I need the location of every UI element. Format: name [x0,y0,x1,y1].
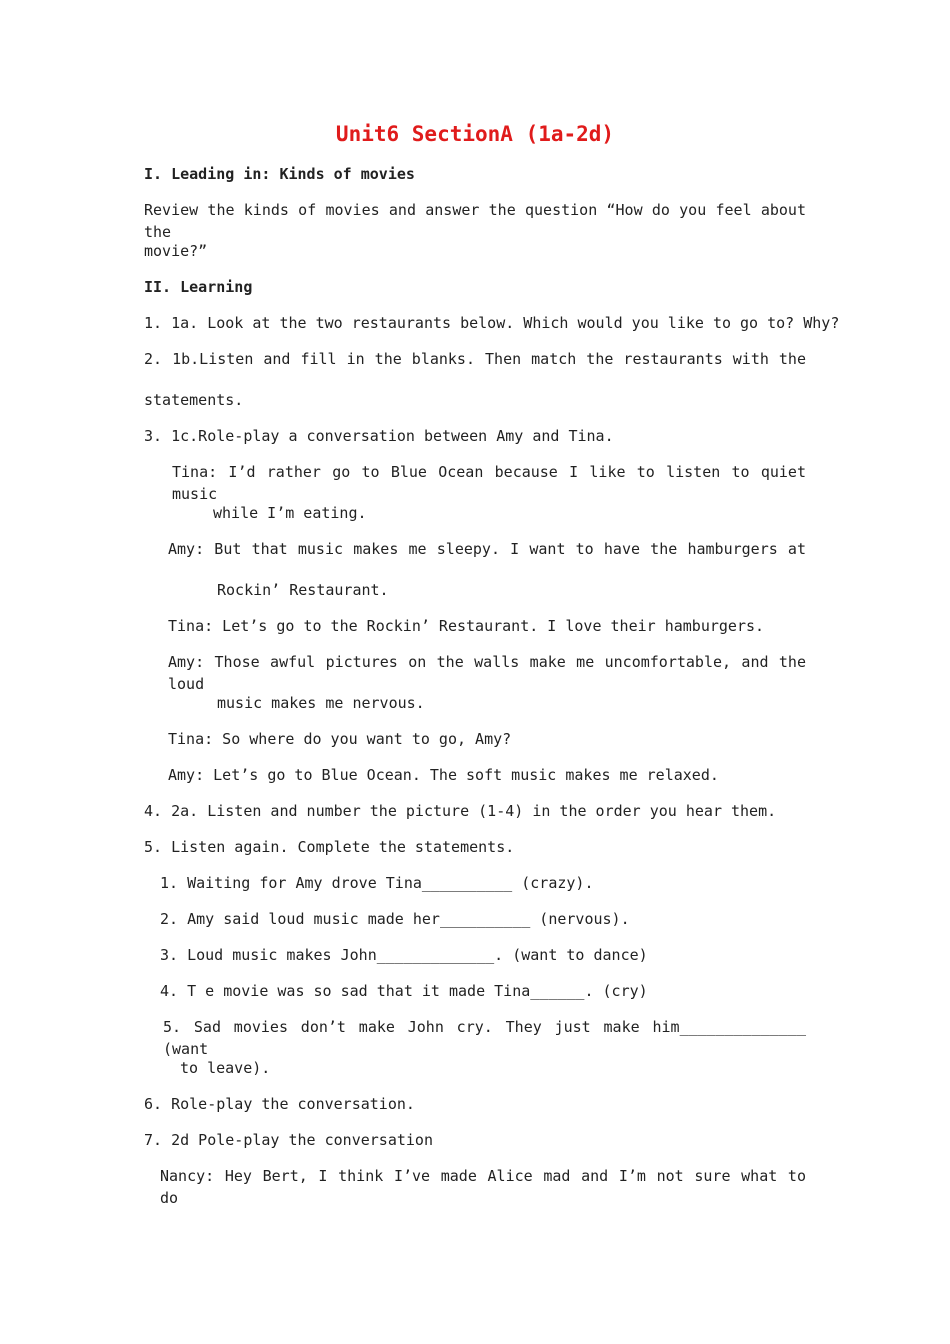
list-item: 2. 1b.Listen and fill in the blanks. Then match the restaurants with the [144,350,806,368]
dialogue-line: while I’m eating. [213,504,367,522]
list-item: 5. Listen again. Complete the statements. [144,838,515,856]
list-item: 1. 1a. Look at the two restaurants below. Which would you like to go to? Why? [144,314,840,332]
dialogue-line: Tina: Let’s go to the Rockin’ Restaurant. I love their hamburgers. [168,617,765,635]
list-item: 3. 1c.Role-play a conversation between Amy and Tina. [144,427,614,445]
statement-line: 1. Waiting for Amy drove Tina__________ (crazy). [160,874,594,892]
statement-line: 5. Sad movies don’t make John cry. They just make him______________ (want [163,1018,806,1058]
section-heading-learning: II. Learning [144,278,253,296]
page-title: Unit6 SectionA (1a-2d) [335,122,615,146]
section-heading-leading-in: I. Leading in: Kinds of movies [144,165,415,183]
statement-line: 3. Loud music makes John_____________. (want to dance) [160,946,648,964]
dialogue-line: Rockin’ Restaurant. [217,581,389,599]
statement-line: 4. T e movie was so sad that it made Tina______. (cry) [160,982,648,1000]
list-item-continuation: statements. [144,391,244,409]
list-item: 4. 2a. Listen and number the picture (1-4) in the order you hear them. [144,802,777,820]
dialogue-line: Amy: Let’s go to Blue Ocean. The soft music makes me relaxed. [168,766,719,784]
dialogue-line: Nancy: Hey Bert, I think I’ve made Alice mad and I’m not sure what to do [160,1167,806,1207]
statement-line: 2. Amy said loud music made her__________ (nervous). [160,910,630,928]
dialogue-line: Tina: I’d rather go to Blue Ocean because I like to listen to quiet music [172,463,806,503]
list-item: 7. 2d Pole-play the conversation [144,1131,433,1149]
dialogue-line: music makes me nervous. [217,694,425,712]
paragraph-line: movie?” [144,242,208,260]
list-item: 6. Role-play the conversation. [144,1095,415,1113]
dialogue-line: Tina: So where do you want to go, Amy? [168,730,512,748]
statement-line: to leave). [180,1059,271,1077]
paragraph-line: Review the kinds of movies and answer the question “How do you feel about the [144,201,806,241]
dialogue-line: Amy: Those awful pictures on the walls make me uncomfortable, and the loud [168,653,806,693]
dialogue-line: Amy: But that music makes me sleepy. I want to have the hamburgers at [168,540,806,558]
